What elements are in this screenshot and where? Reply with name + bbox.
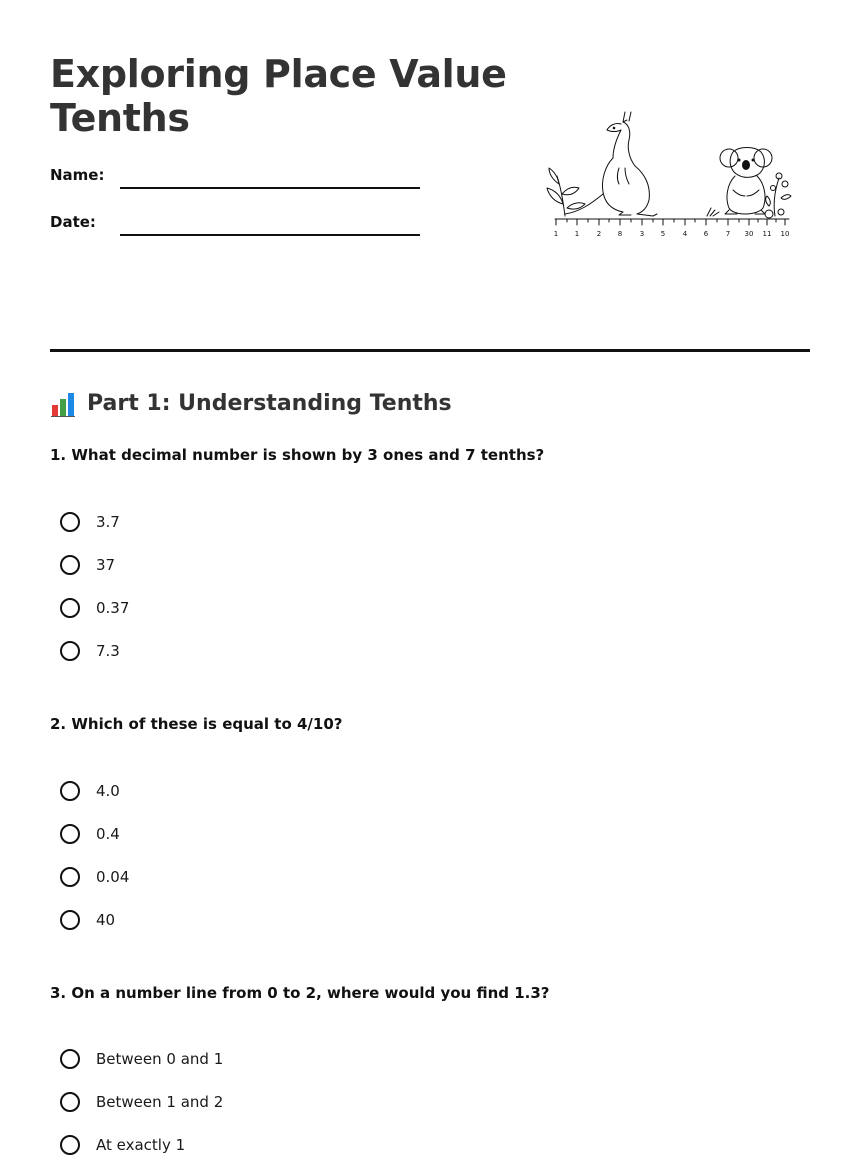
kangaroo-koala-number-line-illustration — [543, 108, 793, 243]
title-line-2: Tenths — [50, 96, 190, 140]
ruler-label-5: 5 — [660, 230, 666, 238]
question-2: 2. Which of these is equal to 4/10? — [50, 715, 343, 733]
ruler-label-8: 7 — [725, 230, 731, 238]
option-label: 4.0 — [96, 782, 120, 800]
worksheet-title — [50, 52, 507, 140]
date-label: Date: — [50, 213, 96, 231]
ruler-label-3: 8 — [617, 230, 623, 238]
question-1: 1. What decimal number is shown by 3 ones and 7 tenths? — [50, 446, 545, 464]
radio-button[interactable] — [60, 867, 80, 887]
q1-option-a[interactable] — [60, 509, 120, 535]
radio-button[interactable] — [60, 1135, 80, 1155]
option-label: 0.4 — [96, 825, 120, 843]
name-label: Name: — [50, 166, 105, 184]
option-label: 37 — [96, 556, 116, 574]
ruler-label-9: 30 — [744, 230, 754, 238]
radio-button[interactable] — [60, 512, 80, 532]
option-label: 0.37 — [96, 599, 130, 617]
number-line — [555, 219, 789, 225]
ruler-label-4: 3 — [639, 230, 645, 238]
bar-chart-icon — [50, 391, 76, 417]
option-label: Between 0 and 1 — [96, 1050, 224, 1068]
q3-option-a[interactable] — [60, 1046, 223, 1072]
ruler-label-2: 2 — [596, 230, 602, 238]
radio-button[interactable] — [60, 781, 80, 801]
option-label: 3.7 — [96, 513, 120, 531]
flowers-icon — [765, 173, 791, 218]
grass-icon — [707, 208, 719, 216]
q2-option-b[interactable] — [60, 821, 120, 847]
section-heading-part-1 — [50, 388, 452, 420]
radio-button[interactable] — [60, 1092, 80, 1112]
option-label: 0.04 — [96, 868, 130, 886]
title-line-1: Exploring Place Value — [50, 52, 507, 96]
option-label: Between 1 and 2 — [96, 1093, 224, 1111]
option-label: 40 — [96, 911, 116, 929]
q1-option-b[interactable] — [60, 552, 115, 578]
koala-icon — [720, 148, 772, 215]
name-field[interactable] — [120, 187, 420, 189]
section-divider — [50, 349, 810, 352]
section-heading-text: Part 1: Understanding Tenths — [87, 391, 452, 416]
ruler-label-1: 1 — [574, 230, 580, 238]
option-label: At exactly 1 — [96, 1136, 186, 1154]
q2-option-c[interactable] — [60, 864, 129, 890]
q3-option-c[interactable] — [60, 1132, 185, 1158]
radio-button[interactable] — [60, 1049, 80, 1069]
radio-button[interactable] — [60, 598, 80, 618]
date-field[interactable] — [120, 234, 420, 236]
ruler-label-7: 6 — [703, 230, 709, 238]
radio-button[interactable] — [60, 824, 80, 844]
radio-button[interactable] — [60, 910, 80, 930]
radio-button[interactable] — [60, 641, 80, 661]
q2-option-a[interactable] — [60, 778, 120, 804]
radio-button[interactable] — [60, 555, 80, 575]
option-label: 7.3 — [96, 642, 120, 660]
q3-option-b[interactable] — [60, 1089, 223, 1115]
plant-left-icon — [547, 168, 585, 216]
kangaroo-icon — [565, 112, 657, 216]
ruler-label-6: 4 — [682, 230, 688, 238]
ruler-label-10: 11 — [762, 230, 772, 238]
q1-option-c[interactable] — [60, 595, 129, 621]
ruler-label-11: 10 — [780, 230, 790, 238]
ruler-label-0: 1 — [553, 230, 559, 238]
q1-option-d[interactable] — [60, 638, 120, 664]
q2-option-d[interactable] — [60, 907, 115, 933]
question-3: 3. On a number line from 0 to 2, where would you find 1.3? — [50, 984, 550, 1002]
